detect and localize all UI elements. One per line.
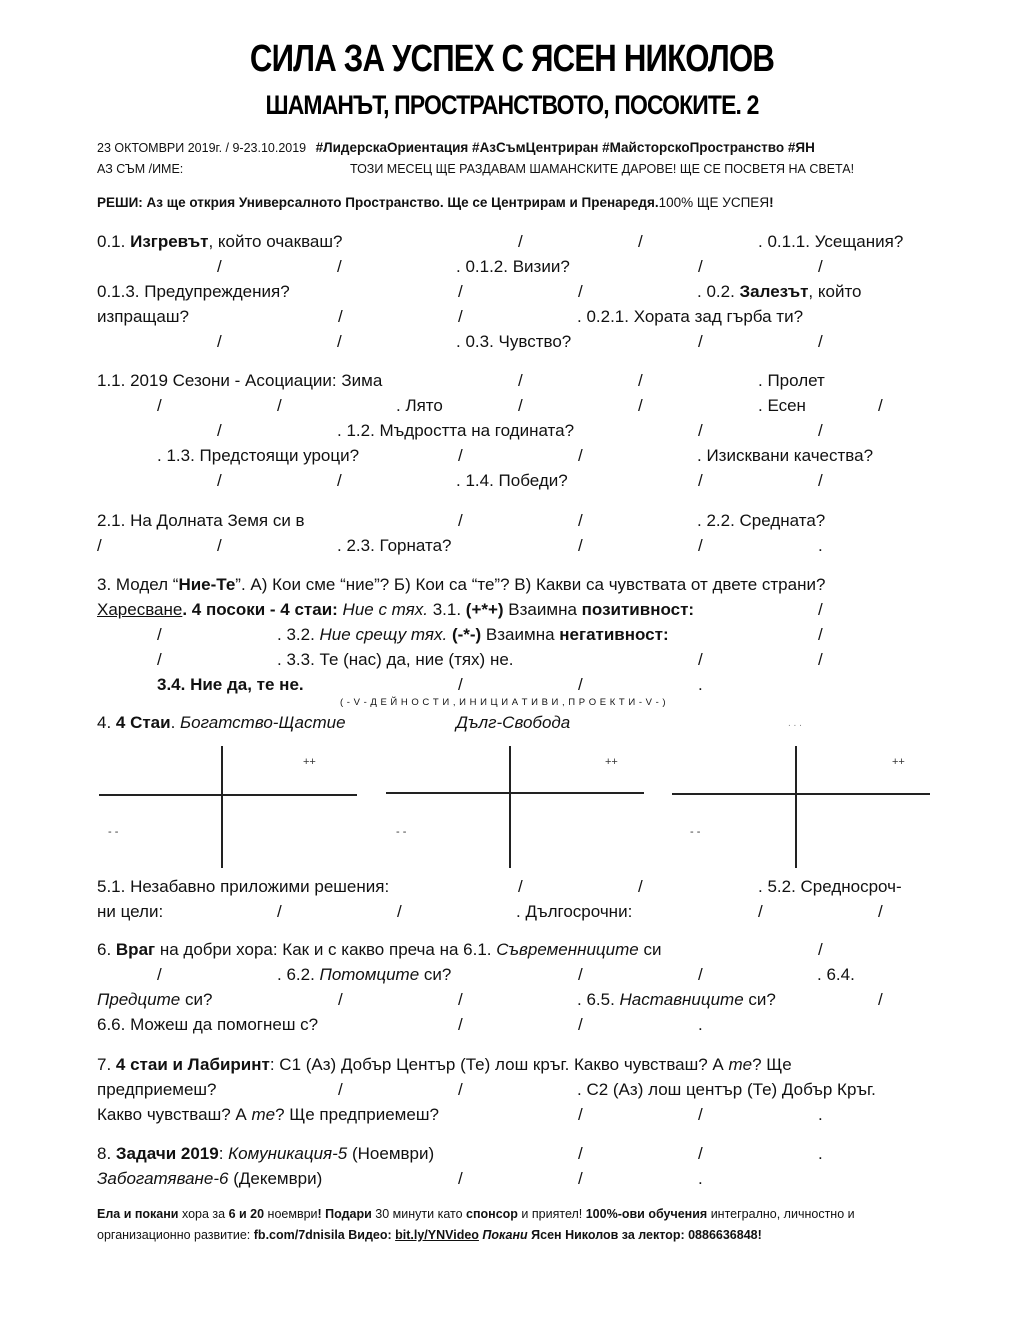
plus-mark: ++ [892, 756, 905, 768]
text-span: . 6.2. [277, 965, 320, 984]
text-span: Залезът [739, 282, 809, 301]
slash: / [277, 902, 282, 921]
dot: . [698, 675, 703, 694]
slash: / [338, 990, 343, 1009]
text-span: хора за [178, 1207, 229, 1221]
text-span: . 4 посоки - 4 стаи: [182, 600, 338, 619]
slash: / [638, 877, 643, 896]
ancestors [97, 990, 212, 1010]
text-span: ? Ще [752, 1055, 792, 1074]
text-span: Богатство-Щастие [180, 713, 346, 732]
quadrant-3-x-axis [672, 793, 930, 795]
slash: / [578, 1169, 583, 1188]
page-subtitle: ШАМАНЪТ, ПРОСТРАНСТВОТО, ПОСОКИТЕ. 2 [265, 90, 759, 120]
text-span: Враг [115, 940, 156, 959]
text-span: ”. А) Кои сме “ние”? Б) Кои са “те”? В) Какви са чувствата от двете страни? [235, 575, 826, 594]
text-span: Покани [482, 1228, 528, 1242]
text-span: си? [180, 990, 213, 1009]
text-span: 4. [97, 713, 116, 732]
text-span: ноември [264, 1207, 318, 1221]
slash: / [458, 675, 463, 694]
q-0-1-2: . 0.1.2. Визии? [456, 257, 570, 276]
slash: / [338, 307, 343, 326]
undertake: предприемеш? [97, 1080, 217, 1099]
slash: / [157, 625, 162, 644]
q-5-2-cont: ни цели: [97, 902, 164, 921]
q-0-3: . 0.3. Чувство? [456, 332, 572, 351]
slash: / [878, 396, 883, 415]
name-label: АЗ СЪМ /ИМЕ: [97, 162, 184, 176]
text-span: 100%-ови обучения [585, 1207, 708, 1221]
dot: . [698, 1015, 703, 1034]
text-span: Харесване [97, 600, 183, 619]
q-0-2 [697, 282, 862, 302]
text-span: 100% ЩЕ УСПЕЯ [658, 195, 770, 210]
text-span: (Ноември) [347, 1144, 435, 1163]
dots: . . . [788, 718, 802, 729]
minus-mark: - - [396, 826, 407, 838]
slash: / [698, 421, 703, 440]
slash: / [458, 282, 463, 301]
slash: / [878, 902, 883, 921]
text-span: Потомците [319, 965, 420, 984]
text-span: (Декември) [228, 1169, 323, 1188]
slash: / [698, 965, 703, 984]
intent-text: ТОЗИ МЕСЕЦ ЩЕ РАЗДАВАМ ШАМАНСКИТЕ ДАРОВЕ! ЩЕ СЕ ПОСВЕТЯ НА СВЕТА! [350, 162, 855, 176]
text-span: те [728, 1055, 753, 1074]
summer: . Лято [396, 396, 443, 415]
autumn: . Есен [758, 396, 806, 415]
slash: / [578, 511, 583, 530]
q-0-2-cont: изпращаш? [97, 307, 189, 326]
text-span: 8. [97, 1144, 116, 1163]
slash: / [698, 332, 703, 351]
q-6-6: 6.6. Можеш да помогнеш с? [97, 1015, 319, 1034]
q-5-1: 5.1. Незабавно приложими решения: [97, 877, 390, 896]
slash: / [458, 990, 463, 1009]
text-span: Комуникация-5 [228, 1144, 348, 1163]
q-7-c2: . С2 (Аз) лош център (Те) Добър Кръг. [577, 1080, 876, 1099]
slash: / [97, 536, 102, 555]
text-span: ? Ще предприемеш? [275, 1105, 439, 1124]
slash: / [518, 232, 523, 251]
text-span: си? [743, 990, 776, 1009]
text-span: ! [769, 195, 774, 210]
plus-mark: ++ [303, 756, 316, 768]
slash: / [578, 965, 583, 984]
text-span: Ние с тях. [337, 600, 428, 619]
slash: / [397, 902, 402, 921]
slash: / [458, 511, 463, 530]
text-span: 4 стаи и Лабиринт [115, 1055, 270, 1074]
slash: / [458, 1080, 463, 1099]
video-link[interactable]: bit.ly/YNVideo [395, 1228, 479, 1242]
text-span: . [170, 713, 181, 732]
slash: / [578, 675, 583, 694]
footer [97, 1204, 927, 1246]
q-0-1 [97, 232, 342, 252]
slash: / [698, 1105, 703, 1124]
slash: / [818, 600, 823, 619]
text-span: и приятел! [517, 1207, 586, 1221]
text-span: . 6.5. [577, 990, 620, 1009]
text-span: негативност: [559, 625, 669, 644]
slash: / [157, 396, 162, 415]
slash: / [518, 396, 523, 415]
text-span: , който [808, 282, 862, 301]
plus-mark: ++ [605, 756, 618, 768]
text-span: Наставниците [619, 990, 744, 1009]
slash: / [578, 282, 583, 301]
quadrant-2-x-axis [386, 792, 644, 794]
text-span: 0.1. [97, 232, 131, 251]
slash: / [698, 1144, 703, 1163]
slash: / [878, 990, 883, 1009]
slash: / [217, 257, 222, 276]
text-span: 6. [97, 940, 116, 959]
text-span: : [218, 1144, 229, 1163]
slash: / [578, 446, 583, 465]
q-0-1-1: . 0.1.1. Усещания? [758, 232, 904, 251]
slash: / [698, 536, 703, 555]
q-3-1 [97, 600, 694, 620]
text-span: Ние срещу тях. [319, 625, 448, 644]
q-8 [97, 1144, 434, 1164]
slash: / [338, 1080, 343, 1099]
slash: / [458, 1169, 463, 1188]
text-span: Взаимна [503, 600, 582, 619]
text-span: Аз ще открия Универсалното Пространство. Ще се Центрирам и Пренаредя. [142, 195, 659, 210]
slash: / [758, 902, 763, 921]
text-span: Забогатяване-6 [97, 1169, 229, 1188]
text-span: (-*-) [451, 625, 482, 644]
slash: / [638, 371, 643, 390]
text-span: РЕШИ: [97, 195, 143, 210]
text-span: 3. Модел “ [97, 575, 179, 594]
q-8-enrich [97, 1169, 322, 1189]
text-span: Съвременниците [496, 940, 639, 959]
q-1-3: . 1.3. Предстоящи уроци? [157, 446, 360, 465]
q-4-rooms [97, 713, 346, 733]
text-span: : С1 (Аз) Добър Център (Те) лош кръг. Какво чувстваш? А [269, 1055, 729, 1074]
slash: / [578, 1015, 583, 1034]
slash: / [157, 965, 162, 984]
date-text: 23 ОКТОМВРИ 2019г. / 9-23.10.2019 [97, 141, 307, 155]
text-span: . 3.2. [277, 625, 320, 644]
text-span: те [251, 1105, 276, 1124]
slash: / [337, 257, 342, 276]
resolve-line [97, 195, 774, 210]
slash: / [698, 650, 703, 669]
dot: . [818, 1105, 823, 1124]
text-span: . 0.2. [697, 282, 740, 301]
q-0-1-3: 0.1.3. Предупреждения? [97, 282, 290, 301]
slash: / [818, 940, 823, 959]
slash: / [518, 371, 523, 390]
text-span: (+*+) [465, 600, 504, 619]
q-7 [97, 1055, 792, 1075]
quadrant-1-x-axis [99, 794, 357, 796]
text-span: си [638, 940, 662, 959]
slash: / [818, 257, 823, 276]
slash: / [698, 257, 703, 276]
slash: / [217, 332, 222, 351]
slash: / [458, 1015, 463, 1034]
slash: / [277, 396, 282, 415]
text-span: Какво чувстваш? А [97, 1105, 252, 1124]
text-span: Предците [97, 990, 181, 1009]
q-3-2 [277, 625, 669, 645]
dot: . [698, 1169, 703, 1188]
q-3-model [97, 575, 825, 595]
q-2-3: . 2.3. Горната? [337, 536, 452, 555]
q-1-4: . 1.4. Победи? [456, 471, 568, 490]
minus-mark: - - [690, 826, 701, 838]
slash: / [157, 650, 162, 669]
q-3-4: 3.4. Ние да, те не. [157, 675, 304, 694]
dot: . [818, 536, 823, 555]
q-6-4: . 6.4. [817, 965, 855, 984]
qualities: . Изисквани качества? [697, 446, 874, 465]
hashtags: #ЛидерскаОриентация #АзСъмЦентриран #МайсторскоПространство #ЯН [315, 140, 815, 155]
text-span: Ясен Николов за лектор: 0886636848! [527, 1228, 762, 1242]
slash: / [638, 232, 643, 251]
slash: / [458, 446, 463, 465]
slash: / [337, 471, 342, 490]
text-span: Взаимна [481, 625, 560, 644]
slash: / [818, 471, 823, 490]
slash: / [818, 421, 823, 440]
long-term: . Дългосрочни: [516, 902, 633, 921]
text-span: спонсор [466, 1207, 518, 1221]
q-0-2-1: . 0.2.1. Хората зад гърба ти? [577, 307, 804, 326]
q-6-2 [277, 965, 451, 985]
spring: . Пролет [758, 371, 825, 390]
text-span: 30 минути като [371, 1207, 467, 1221]
slash: / [217, 421, 222, 440]
text-span: , който очакваш? [208, 232, 343, 251]
dot: . [818, 1144, 823, 1163]
q-1-2: . 1.2. Мъдростта на годината? [337, 421, 575, 440]
q-2-1: 2.1. На Долната Земя си в [97, 511, 305, 530]
debt-freedom: Дълг-Свобода [456, 713, 571, 732]
slash: / [818, 650, 823, 669]
facebook-link[interactable]: fb.com/7dnisila [253, 1228, 345, 1242]
text-span: си? [419, 965, 452, 984]
text-span: Ние-Те [178, 575, 236, 594]
date-line [97, 140, 815, 155]
slash: / [698, 471, 703, 490]
quadrant-2-y-axis [509, 746, 511, 868]
minus-mark: - - [108, 826, 119, 838]
activities-note: ( - V - Д Е Й Н О С Т И , И Н И Ц И А Т И В И , П Р О Е К Т И - V - ) [340, 697, 667, 708]
slash: / [818, 625, 823, 644]
text-span: 4 Стаи [115, 713, 171, 732]
slash: / [578, 536, 583, 555]
text-span: 6 и 20 [228, 1207, 265, 1221]
slash: / [458, 307, 463, 326]
quadrant-1-y-axis [221, 746, 223, 868]
q-3-3: . 3.3. Те (нас) да, ние (тях) не. [277, 650, 514, 669]
slash: / [518, 877, 523, 896]
text-span: Видео: [344, 1228, 396, 1242]
text-span: Ела и покани [97, 1207, 179, 1221]
q-5-2: . 5.2. Средносроч- [758, 877, 902, 896]
text-span: 3.1. [427, 600, 466, 619]
slash: / [337, 332, 342, 351]
text-span: Задачи 2019 [115, 1144, 219, 1163]
q-6-5 [577, 990, 776, 1010]
q-6-1 [97, 940, 661, 960]
quadrant-3-y-axis [795, 746, 797, 868]
slash: / [217, 471, 222, 490]
slash: / [217, 536, 222, 555]
text-span: ! Подари [317, 1207, 372, 1221]
slash: / [578, 1105, 583, 1124]
text-span: на добри хора: Как и с какво преча на 6.1. [155, 940, 497, 959]
text-span: организационно развитие: [97, 1228, 254, 1242]
text-span: Изгревът [130, 232, 209, 251]
page-title: СИЛА ЗА УСПЕХ С ЯСЕН НИКОЛОВ [249, 38, 775, 80]
text-span: позитивност: [581, 600, 695, 619]
slash: / [638, 396, 643, 415]
q-2-2: . 2.2. Средната? [697, 511, 826, 530]
q-1-1: 1.1. 2019 Сезони - Асоциации: Зима [97, 371, 383, 390]
slash: / [818, 332, 823, 351]
text-span: 7. [97, 1055, 116, 1074]
q-7-feel [97, 1105, 439, 1125]
slash: / [578, 1144, 583, 1163]
text-span: интегрално, личностно и [707, 1207, 855, 1221]
